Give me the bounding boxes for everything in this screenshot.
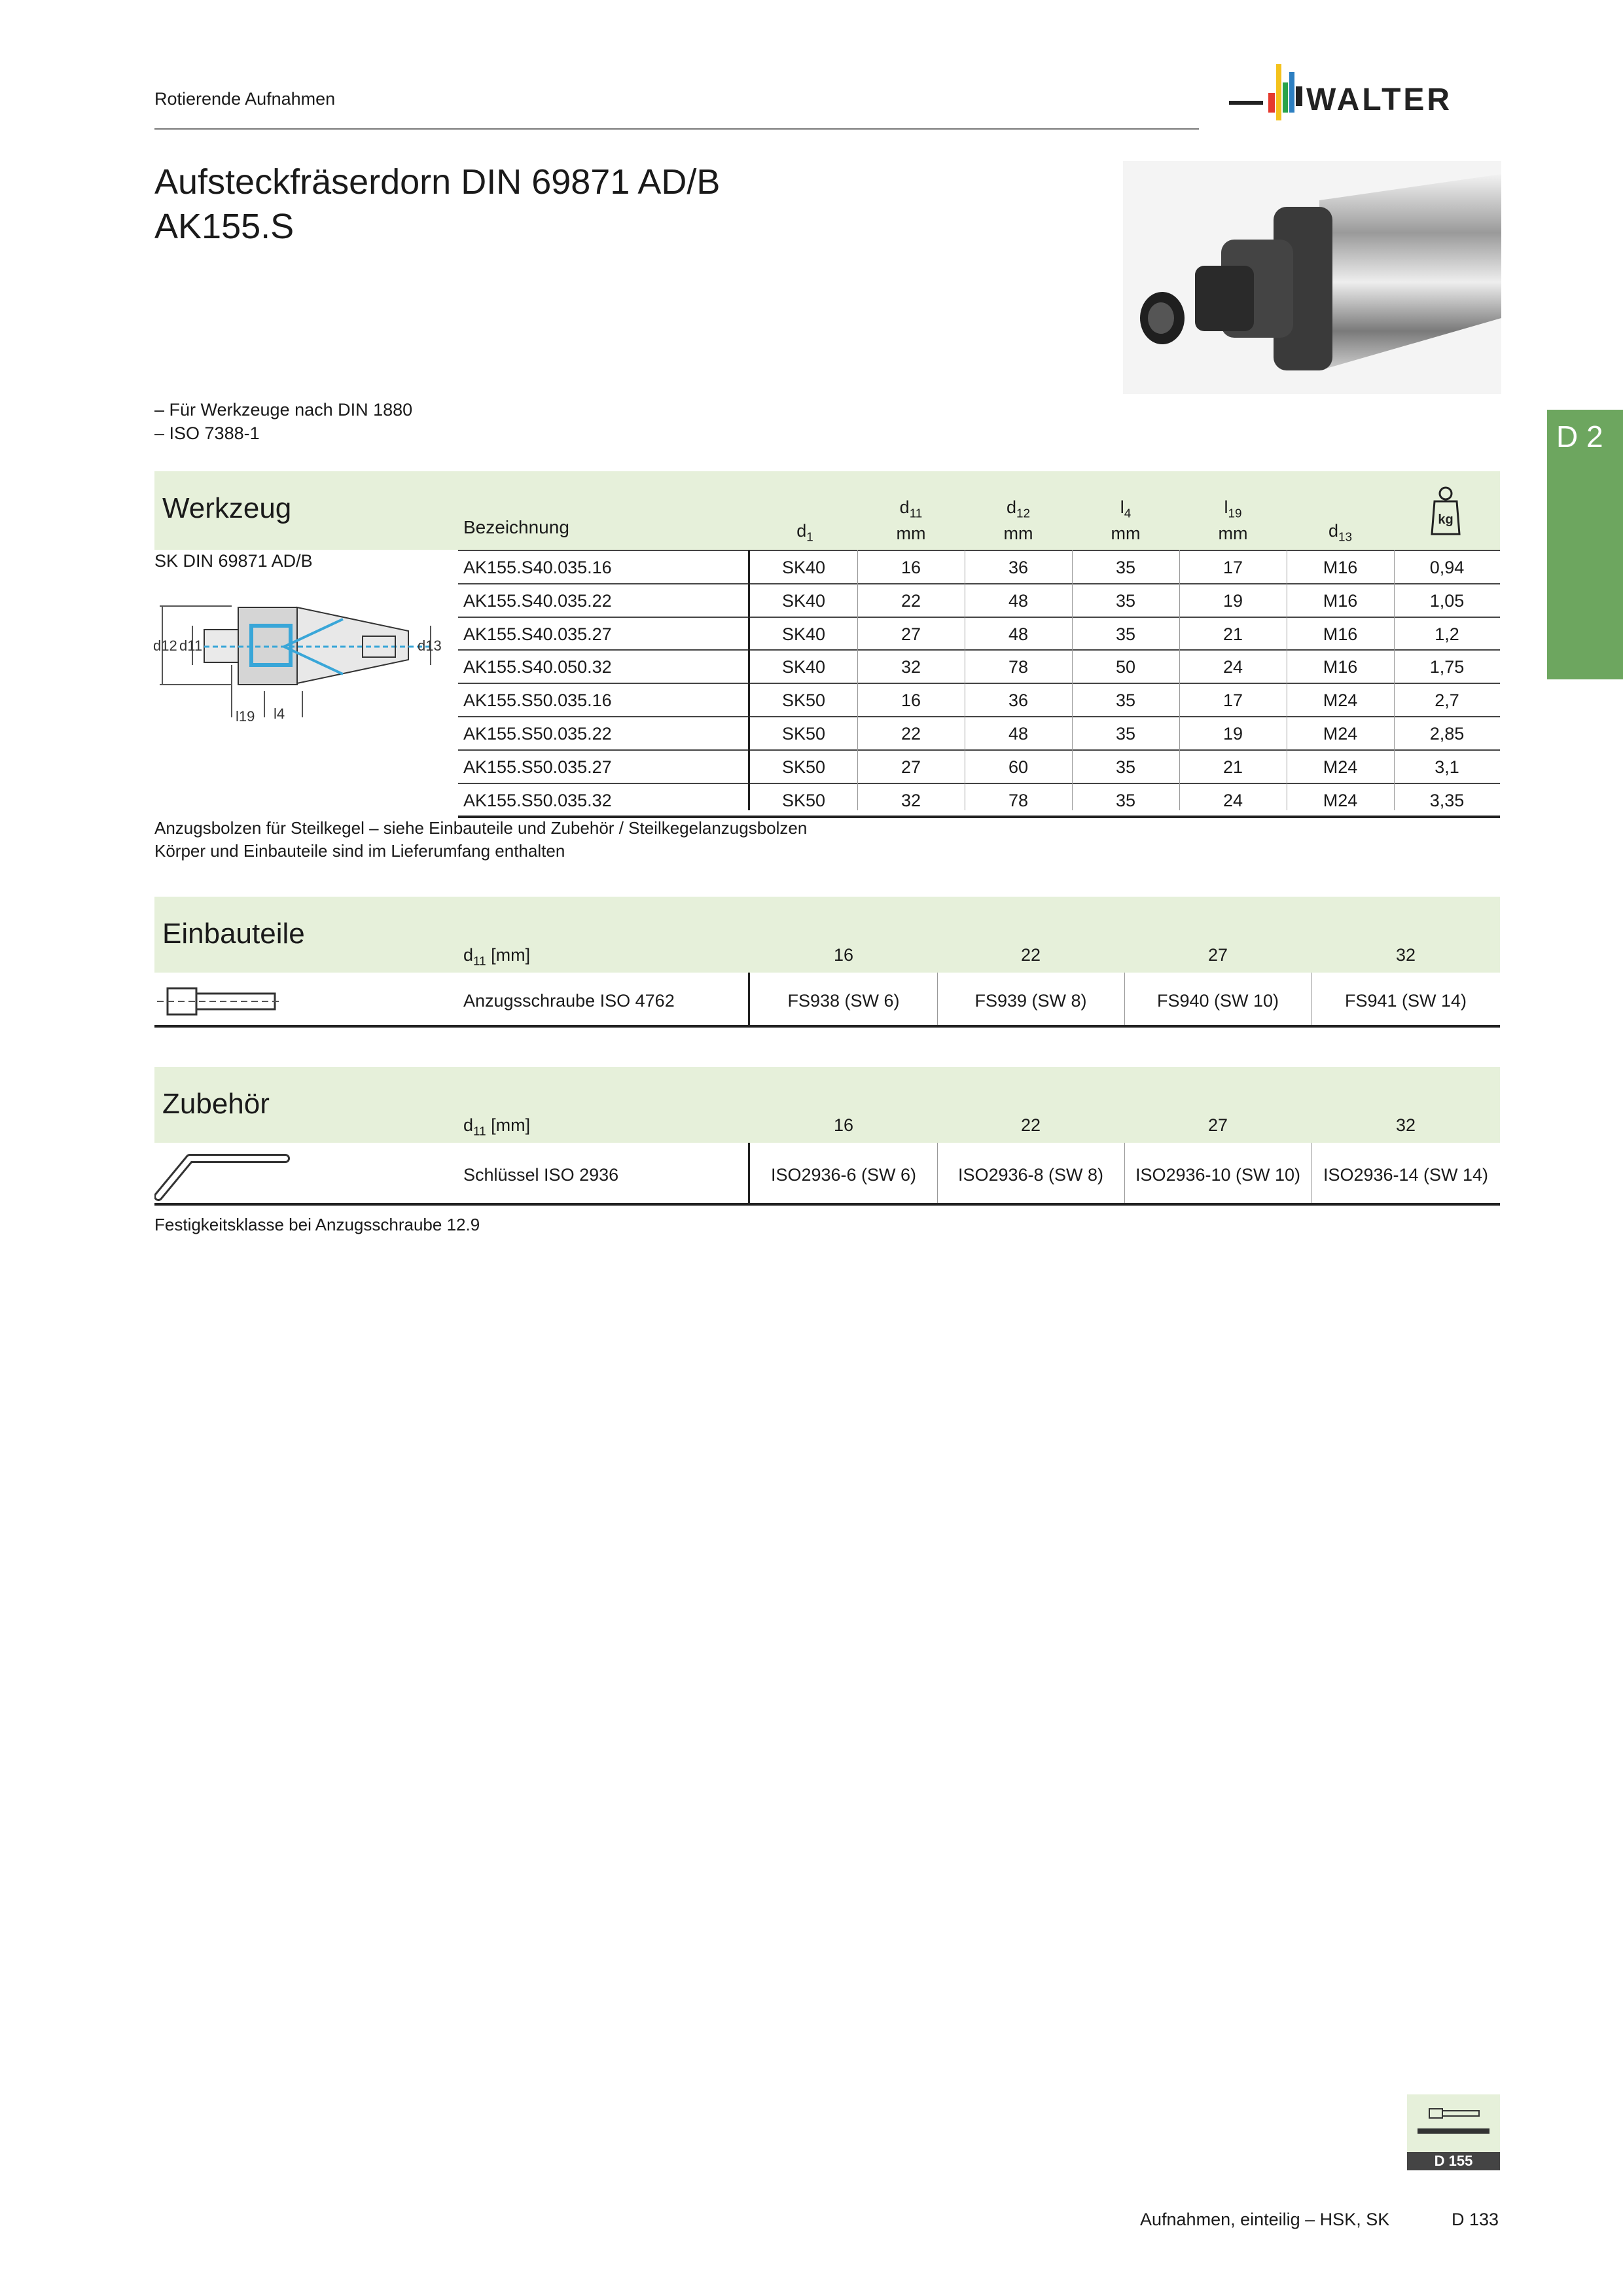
table-cell: 24 — [1222, 657, 1243, 677]
hex-key-icon — [154, 1145, 292, 1203]
einbauteile-row-label: Anzugsschraube ISO 4762 — [463, 991, 675, 1011]
reference-box-label: D 155 — [1407, 2152, 1500, 2170]
screw-icon — [154, 979, 285, 1024]
table-divider — [937, 973, 938, 1028]
table-cell: 2,85 — [1429, 724, 1465, 744]
einbauteile-value: FS940 (SW 10) — [1156, 991, 1279, 1011]
dim-label-l4: l4 — [274, 706, 285, 722]
product-code: AK155.S50.035.16 — [463, 691, 612, 710]
col-d11: $d_{11}$ mm — [896, 497, 926, 544]
table-cell: 22 — [901, 724, 921, 744]
table-cell: SK40 — [781, 558, 826, 577]
table-cell: 48 — [1008, 724, 1029, 744]
einbauteile-size: 32 — [1395, 945, 1416, 965]
table-cell: 27 — [901, 624, 921, 644]
einbauteile-value: FS941 (SW 14) — [1344, 991, 1467, 1011]
table-cell: SK50 — [781, 757, 826, 777]
walter-logo — [1229, 60, 1501, 126]
reference-box-image — [1407, 2094, 1500, 2152]
einbauteile-heading: Einbauteile — [162, 918, 305, 950]
table-cell: 3,1 — [1435, 757, 1459, 777]
einbauteile-value: FS939 (SW 8) — [974, 991, 1087, 1011]
col-d11-unit: mm — [896, 524, 926, 544]
einbauteile-size: 27 — [1207, 945, 1228, 965]
table-cell: 21 — [1222, 757, 1243, 777]
row-separator — [458, 649, 1500, 651]
table-cell: M24 — [1323, 757, 1358, 777]
product-code: AK155.S40.035.16 — [463, 558, 612, 577]
col-l19-unit: mm — [1218, 524, 1248, 544]
table-cell: 24 — [1222, 791, 1243, 810]
table-cell: 27 — [901, 757, 921, 777]
table-cell: 78 — [1008, 657, 1029, 677]
zubehoer-value: ISO2936-14 (SW 14) — [1323, 1165, 1489, 1185]
table-cell: M16 — [1323, 624, 1358, 644]
col-d12: $d_{12}$ mm — [1003, 497, 1033, 544]
footer-text: Aufnahmen, einteilig – HSK, SK — [1140, 2210, 1390, 2229]
einbauteile-value: FS938 (SW 6) — [787, 991, 900, 1011]
table-divider — [857, 550, 858, 810]
table-divider — [1124, 973, 1125, 1028]
row-separator — [458, 783, 1500, 784]
table-cell: 48 — [1008, 624, 1029, 644]
table-cell: M24 — [1323, 724, 1358, 744]
table-cell: 16 — [901, 558, 921, 577]
table-cell: M16 — [1323, 558, 1358, 577]
table-cell: 17 — [1222, 691, 1243, 710]
product-code: AK155.S50.035.32 — [463, 791, 612, 810]
dim-label-l19: l19 — [236, 708, 255, 725]
table-cell: SK40 — [781, 591, 826, 611]
table-cell: 36 — [1008, 558, 1029, 577]
table-cell: 32 — [901, 791, 921, 810]
product-code: AK155.S50.035.22 — [463, 724, 612, 744]
table-divider — [748, 550, 750, 810]
col-d13: $d_{13}$ — [1328, 521, 1353, 545]
table-cell: 1,2 — [1435, 624, 1459, 644]
table-cell: 78 — [1008, 791, 1029, 810]
svg-text:kg: kg — [1438, 512, 1454, 527]
product-photo — [1123, 161, 1501, 394]
table-divider — [1311, 973, 1312, 1028]
technical-drawing — [153, 593, 441, 730]
zubehoer-value: ISO2936-8 (SW 8) — [957, 1165, 1104, 1185]
table-cell: 1,05 — [1429, 591, 1465, 611]
section-title: Rotierende Aufnahmen — [154, 89, 336, 109]
col-d1: $d_1$ — [796, 521, 813, 545]
werkzeug-heading: Werkzeug — [162, 492, 292, 524]
zubehoer-colhead: $d_{11}$ [mm] — [463, 1115, 531, 1139]
col-d12-unit: mm — [1003, 524, 1033, 544]
row-separator — [458, 550, 1500, 551]
table-cell: SK40 — [781, 657, 826, 677]
table-divider — [748, 1143, 750, 1206]
zubehoer-value: ISO2936-10 (SW 10) — [1135, 1165, 1301, 1185]
zubehoer-row-label: Schlüssel ISO 2936 — [463, 1165, 619, 1185]
table-cell: 19 — [1222, 724, 1243, 744]
table-cell: 16 — [901, 691, 921, 710]
table-bottom-rule — [154, 1203, 1500, 1206]
einbauteile-size: 22 — [1020, 945, 1041, 965]
table-cell: M16 — [1323, 657, 1358, 677]
table-cell: 35 — [1115, 624, 1136, 644]
zubehoer-size: 16 — [833, 1115, 854, 1135]
brand-logo-text: WALTER — [1306, 82, 1453, 117]
table-cell: 35 — [1115, 724, 1136, 744]
row-separator — [458, 749, 1500, 751]
table-cell: SK50 — [781, 724, 826, 744]
einbauteile-colhead: $d_{11}$ [mm] — [463, 945, 531, 969]
zubehoer-heading: Zubehör — [162, 1088, 270, 1120]
table-cell: 50 — [1115, 657, 1136, 677]
dim-label-d11: d11 — [179, 637, 203, 654]
row-separator — [458, 617, 1500, 618]
table-cell: SK50 — [781, 791, 826, 810]
product-code: AK155.S40.050.32 — [463, 657, 612, 677]
zubehoer-size: 32 — [1395, 1115, 1416, 1135]
table-cell: M24 — [1323, 691, 1358, 710]
table-cell: SK40 — [781, 624, 826, 644]
feature-list — [154, 398, 412, 445]
table-divider — [1311, 1143, 1312, 1206]
table-divider — [1072, 550, 1073, 810]
row-separator — [458, 583, 1500, 584]
reference-box[interactable] — [1407, 2094, 1500, 2170]
product-code: AK155.S40.035.22 — [463, 591, 612, 611]
table-bottom-rule — [154, 1025, 1500, 1028]
image-label: SK DIN 69871 AD/B — [154, 551, 313, 571]
table-cell: 21 — [1222, 624, 1243, 644]
table-cell: 35 — [1115, 591, 1136, 611]
row-separator — [458, 683, 1500, 684]
table-cell: 17 — [1222, 558, 1243, 577]
table-divider — [1179, 550, 1180, 810]
page-number: D 133 — [1452, 2210, 1499, 2229]
dim-label-d12: d12 — [153, 637, 177, 654]
col-l4-unit: mm — [1111, 524, 1141, 544]
title-line-1: Aufsteckfräserdorn DIN 69871 AD/B — [154, 162, 721, 202]
chapter-tab-label: D 2 — [1556, 420, 1603, 454]
zubehoer-size: 27 — [1207, 1115, 1228, 1135]
table-cell: 1,75 — [1429, 657, 1465, 677]
feature-item: – Für Werkzeuge nach DIN 1880 — [154, 400, 413, 420]
dim-label-d13: d13 — [418, 637, 441, 654]
table-cell: 35 — [1115, 691, 1136, 710]
feature-item: – ISO 7388-1 — [154, 423, 260, 443]
table-divider — [748, 973, 750, 1028]
table-divider — [1394, 550, 1395, 810]
table-cell: 19 — [1222, 591, 1243, 611]
row-separator — [458, 716, 1500, 717]
col-l4: $l_4$ mm — [1111, 497, 1141, 544]
table-cell: 2,7 — [1435, 691, 1459, 710]
table-cell: 35 — [1115, 791, 1136, 810]
table-cell: M16 — [1323, 591, 1358, 611]
zubehoer-note: Festigkeitsklasse bei Anzugsschraube 12.9 — [154, 1215, 480, 1234]
table-divider — [1124, 1143, 1125, 1206]
product-code: AK155.S40.035.27 — [463, 624, 612, 644]
page-title — [154, 160, 720, 249]
table-cell: 35 — [1115, 558, 1136, 577]
weight-icon — [1429, 486, 1462, 538]
product-code: AK155.S50.035.27 — [463, 757, 612, 777]
chapter-tab[interactable] — [1547, 410, 1623, 679]
col-l19: $l_{19}$ mm — [1218, 497, 1248, 544]
table-cell: 22 — [901, 591, 921, 611]
table-cell: 60 — [1008, 757, 1029, 777]
table-cell: 0,94 — [1429, 558, 1465, 577]
werkzeug-note: Anzugsbolzen für Steilkegel – siehe Einbauteile und Zubehör / Steilkegelanzugsbolzen — [154, 818, 808, 838]
table-cell: M24 — [1323, 791, 1358, 810]
einbauteile-size: 16 — [833, 945, 854, 965]
title-line-2: AK155.S — [154, 207, 294, 246]
table-divider — [937, 1143, 938, 1206]
zubehoer-size: 22 — [1020, 1115, 1041, 1135]
zubehoer-value: ISO2936-6 (SW 6) — [770, 1165, 917, 1185]
table-cell: 32 — [901, 657, 921, 677]
table-cell: 36 — [1008, 691, 1029, 710]
table-cell: 35 — [1115, 757, 1136, 777]
table-cell: 48 — [1008, 591, 1029, 611]
col-bezeichnung: Bezeichnung — [463, 517, 569, 537]
table-cell: 3,35 — [1429, 791, 1465, 810]
table-cell: SK50 — [781, 691, 826, 710]
header-divider — [154, 128, 1199, 130]
werkzeug-note: Körper und Einbauteile sind im Lieferumfang enthalten — [154, 841, 565, 861]
